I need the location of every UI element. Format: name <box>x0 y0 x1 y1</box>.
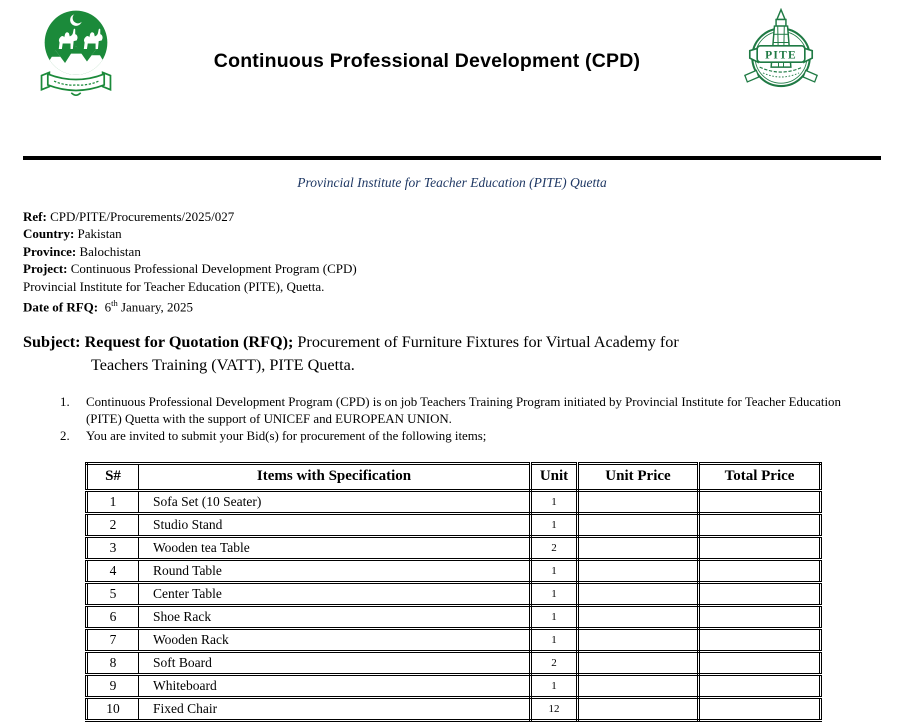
item-unit-price <box>578 513 699 536</box>
item-sno: 3 <box>87 536 139 559</box>
ref-value: CPD/PITE/Procurements/2025/027 <box>50 209 235 224</box>
subject-text: Procurement of Furniture Fixtures for Virtual Academy for <box>297 332 679 351</box>
table-row <box>87 536 821 559</box>
project-value: Continuous Professional Development Program (CPD) <box>70 261 357 277</box>
project-line2: Provincial Institute for Teacher Education (PITE), Quetta. <box>23 278 325 294</box>
item-unit: 1 <box>531 582 578 605</box>
subject-block <box>23 331 881 377</box>
item-unit: 1 <box>531 628 578 651</box>
point-2 <box>23 428 881 445</box>
item-sno: 7 <box>87 628 139 651</box>
subject-label: Subject: Request for Quotation (RFQ); <box>23 332 294 351</box>
date-day: 6 <box>104 299 112 315</box>
item-name: Soft Board <box>139 651 531 674</box>
item-unit-price <box>578 559 699 582</box>
table-row <box>87 674 821 697</box>
items-table <box>85 462 822 722</box>
item-unit: 1 <box>531 559 578 582</box>
point-1 <box>23 394 881 428</box>
point-2-text: You are invited to submit your Bid(s) for procurement of the following items; <box>86 428 487 443</box>
item-name: Studio Stand <box>139 513 531 536</box>
item-total-price <box>699 536 821 559</box>
item-sno: 10 <box>87 697 139 720</box>
table-row <box>87 513 821 536</box>
ref-line <box>23 208 881 225</box>
date-label: Date of RFQ: <box>23 299 99 315</box>
item-total-price <box>699 582 821 605</box>
item-unit-price <box>578 582 699 605</box>
item-unit-price <box>578 605 699 628</box>
province-label: Province: <box>23 243 77 259</box>
items-table-body <box>87 490 821 720</box>
item-name: Fixed Chair <box>139 697 531 720</box>
item-unit-price <box>578 651 699 674</box>
item-total-price <box>699 513 821 536</box>
point-1-number: 1. <box>60 394 70 409</box>
item-sno: 5 <box>87 582 139 605</box>
item-name: Round Table <box>139 559 531 582</box>
item-unit-price <box>578 628 699 651</box>
item-unit: 12 <box>531 697 578 720</box>
item-total-price <box>699 674 821 697</box>
point-2-number: 2. <box>60 428 70 443</box>
item-unit-price <box>578 536 699 559</box>
item-unit: 2 <box>531 536 578 559</box>
point-1-text: Continuous Professional Development Program (CPD) is on job Teachers Training Program initiated by Provincial Institute for Teacher Education (PITE) Quetta with the support of UNICEF and EUROPEAN UNION. <box>86 394 841 426</box>
ref-label: Ref: <box>23 209 47 224</box>
document-header <box>23 8 881 110</box>
item-total-price <box>699 605 821 628</box>
table-row <box>87 628 821 651</box>
item-sno: 6 <box>87 605 139 628</box>
balochistan-government-emblem-icon <box>29 8 123 109</box>
date-line <box>23 295 881 316</box>
header-total-price: Total Price <box>699 463 821 490</box>
country-value: Pakistan <box>77 226 122 242</box>
province-line <box>23 243 881 260</box>
project-line <box>23 260 881 277</box>
item-sno: 1 <box>87 490 139 513</box>
province-value: Balochistan <box>79 243 141 259</box>
item-total-price <box>699 628 821 651</box>
table-row <box>87 651 821 674</box>
header-unit-price: Unit Price <box>578 463 699 490</box>
item-unit: 1 <box>531 513 578 536</box>
header-unit: Unit <box>531 463 578 490</box>
item-sno: 4 <box>87 559 139 582</box>
table-row <box>87 605 821 628</box>
item-total-price <box>699 559 821 582</box>
item-name: Wooden Rack <box>139 628 531 651</box>
item-unit: 1 <box>531 490 578 513</box>
table-header-row <box>87 463 821 490</box>
table-row <box>87 490 821 513</box>
project-label: Project: <box>23 261 68 277</box>
item-unit-price <box>578 674 699 697</box>
item-name: Whiteboard <box>139 674 531 697</box>
table-row <box>87 582 821 605</box>
item-sno: 8 <box>87 651 139 674</box>
pite-logo-text: PITE <box>765 49 797 62</box>
header-items: Items with Specification <box>139 463 531 490</box>
item-total-price <box>699 651 821 674</box>
country-label: Country: <box>23 226 75 242</box>
institute-heading: Provincial Institute for Teacher Education (PITE) Quetta <box>297 175 607 190</box>
intro-points <box>23 394 881 445</box>
item-unit-price <box>578 490 699 513</box>
item-name: Sofa Set (10 Seater) <box>139 490 531 513</box>
item-unit: 1 <box>531 605 578 628</box>
item-name: Wooden tea Table <box>139 536 531 559</box>
document-title: Continuous Professional Development (CPD) <box>213 50 641 72</box>
country-line <box>23 225 881 242</box>
item-name: Shoe Rack <box>139 605 531 628</box>
date-rest: January, 2025 <box>117 299 194 315</box>
header-divider <box>23 156 881 160</box>
pite-emblem-icon <box>731 8 831 105</box>
subject-line2: Teachers Training (VATT), PITE Quetta. <box>91 355 355 374</box>
table-row <box>87 559 821 582</box>
item-total-price <box>699 490 821 513</box>
rfq-meta-block <box>23 208 881 316</box>
item-name: Center Table <box>139 582 531 605</box>
item-unit: 1 <box>531 674 578 697</box>
items-table-wrap <box>85 462 881 722</box>
header-sno: S# <box>87 463 139 490</box>
item-sno: 9 <box>87 674 139 697</box>
date-ordinal: th <box>111 298 118 309</box>
item-unit: 2 <box>531 651 578 674</box>
item-sno: 2 <box>87 513 139 536</box>
subject-line1 <box>23 331 881 354</box>
